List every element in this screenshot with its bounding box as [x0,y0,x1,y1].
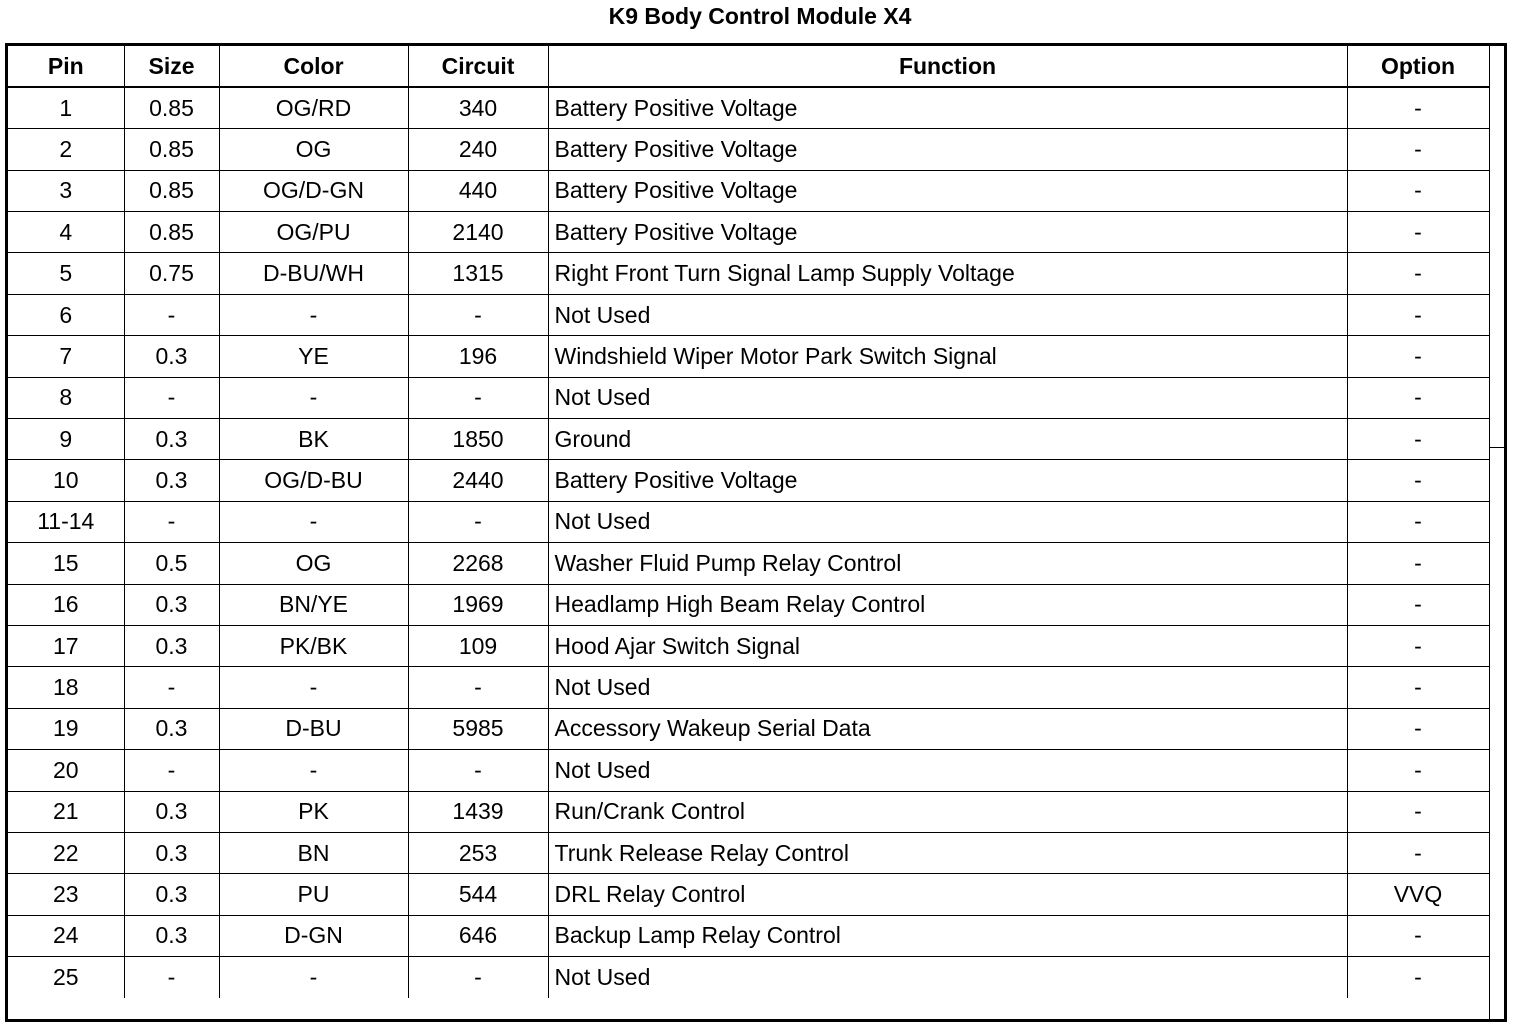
pin-cell: 21 [8,791,124,832]
color-cell: YE [219,336,408,377]
function-cell: DRL Relay Control [548,874,1347,915]
option-cell: - [1347,832,1489,873]
option-cell: - [1347,129,1489,170]
table-edge-tick [1489,447,1504,448]
function-cell: Right Front Turn Signal Lamp Supply Voltage [548,253,1347,294]
table-row [8,625,1489,666]
circuit-cell: - [408,377,548,418]
color-cell: OG/PU [219,212,408,253]
size-cell: - [124,750,219,791]
color-cell: BK [219,419,408,460]
option-cell: - [1347,625,1489,666]
function-cell: Not Used [548,750,1347,791]
option-cell: - [1347,170,1489,211]
table-row [8,253,1489,294]
option-cell: VVQ [1347,874,1489,915]
table-edge-column [1489,46,1490,1019]
pin-cell: 19 [8,708,124,749]
color-cell: BN [219,832,408,873]
color-cell: BN/YE [219,584,408,625]
function-cell: Battery Positive Voltage [548,129,1347,170]
option-cell: - [1347,501,1489,542]
color-cell: - [219,667,408,708]
option-cell: - [1347,460,1489,501]
table-row [8,336,1489,377]
table-row [8,543,1489,584]
color-cell: PK/BK [219,625,408,666]
option-cell: - [1347,667,1489,708]
circuit-cell: - [408,667,548,708]
pin-cell: 10 [8,460,124,501]
column-header-pin: Pin [8,46,124,87]
pin-cell: 16 [8,584,124,625]
pin-cell: 23 [8,874,124,915]
function-cell: Accessory Wakeup Serial Data [548,708,1347,749]
color-cell: OG [219,129,408,170]
size-cell: - [124,377,219,418]
column-header-circuit: Circuit [408,46,548,87]
size-cell: - [124,501,219,542]
pin-cell: 7 [8,336,124,377]
circuit-cell: 544 [408,874,548,915]
color-cell: OG/RD [219,87,408,128]
circuit-cell: 646 [408,915,548,956]
circuit-cell: 5985 [408,708,548,749]
pin-cell: 3 [8,170,124,211]
column-header-option: Option [1347,46,1489,87]
circuit-cell: - [408,294,548,335]
color-cell: D-GN [219,915,408,956]
function-cell: Backup Lamp Relay Control [548,915,1347,956]
function-cell: Hood Ajar Switch Signal [548,625,1347,666]
function-cell: Not Used [548,667,1347,708]
column-header-function: Function [548,46,1347,87]
size-cell: 0.75 [124,253,219,294]
size-cell: 0.3 [124,915,219,956]
color-cell: OG [219,543,408,584]
pin-cell: 20 [8,750,124,791]
size-cell: 0.3 [124,460,219,501]
size-cell: 0.3 [124,336,219,377]
color-cell: OG/D-BU [219,460,408,501]
size-cell: 0.3 [124,832,219,873]
function-cell: Battery Positive Voltage [548,212,1347,253]
color-cell: - [219,501,408,542]
pin-cell: 1 [8,87,124,128]
pin-cell: 17 [8,625,124,666]
option-cell: - [1347,957,1489,998]
table-row [8,874,1489,915]
circuit-cell: 2140 [408,212,548,253]
table-row [8,294,1489,335]
table-row [8,791,1489,832]
size-cell: 0.85 [124,212,219,253]
table-row [8,170,1489,211]
circuit-cell: 109 [408,625,548,666]
option-cell: - [1347,915,1489,956]
color-cell: - [219,957,408,998]
table-row [8,129,1489,170]
pin-cell: 25 [8,957,124,998]
size-cell: 0.85 [124,129,219,170]
column-header-color: Color [219,46,408,87]
pin-cell: 2 [8,129,124,170]
table-row [8,750,1489,791]
function-cell: Not Used [548,501,1347,542]
pin-cell: 5 [8,253,124,294]
table-row [8,915,1489,956]
circuit-cell: 240 [408,129,548,170]
color-cell: OG/D-GN [219,170,408,211]
pin-cell: 22 [8,832,124,873]
page-title: K9 Body Control Module X4 [608,3,912,29]
function-cell: Ground [548,419,1347,460]
pin-cell: 15 [8,543,124,584]
circuit-cell: 1850 [408,419,548,460]
function-cell: Headlamp High Beam Relay Control [548,584,1347,625]
pin-cell: 11-14 [8,501,124,542]
size-cell: 0.85 [124,170,219,211]
color-cell: PU [219,874,408,915]
option-cell: - [1347,212,1489,253]
table-row [8,501,1489,542]
table-body [8,87,1489,998]
pin-cell: 4 [8,212,124,253]
circuit-cell: 2440 [408,460,548,501]
function-cell: Run/Crank Control [548,791,1347,832]
option-cell: - [1347,543,1489,584]
table-row [8,667,1489,708]
function-cell: Battery Positive Voltage [548,170,1347,211]
size-cell: 0.85 [124,87,219,128]
table-header-row [8,46,1489,87]
connector-table-frame [5,43,1507,1022]
connector-pin-table [8,46,1490,998]
size-cell: 0.3 [124,874,219,915]
option-cell: - [1347,791,1489,832]
size-cell: 0.5 [124,543,219,584]
color-cell: - [219,377,408,418]
size-cell: 0.3 [124,791,219,832]
pin-cell: 6 [8,294,124,335]
table-row [8,832,1489,873]
pin-cell: 8 [8,377,124,418]
function-cell: Windshield Wiper Motor Park Switch Signal [548,336,1347,377]
table-row [8,708,1489,749]
size-cell: 0.3 [124,419,219,460]
size-cell: - [124,667,219,708]
function-cell: Battery Positive Voltage [548,460,1347,501]
option-cell: - [1347,253,1489,294]
circuit-cell: 2268 [408,543,548,584]
table-row [8,460,1489,501]
color-cell: D-BU/WH [219,253,408,294]
pin-cell: 24 [8,915,124,956]
circuit-cell: 253 [408,832,548,873]
option-cell: - [1347,87,1489,128]
function-cell: Battery Positive Voltage [548,87,1347,128]
function-cell: Trunk Release Relay Control [548,832,1347,873]
pin-cell: 18 [8,667,124,708]
circuit-cell: 1439 [408,791,548,832]
size-cell: 0.3 [124,584,219,625]
color-cell: - [219,294,408,335]
size-cell: 0.3 [124,708,219,749]
color-cell: D-BU [219,708,408,749]
option-cell: - [1347,419,1489,460]
option-cell: - [1347,336,1489,377]
circuit-cell: 440 [408,170,548,211]
function-cell: Not Used [548,294,1347,335]
table-row [8,87,1489,128]
circuit-cell: 1315 [408,253,548,294]
table-row [8,212,1489,253]
circuit-cell: 196 [408,336,548,377]
table-row [8,957,1489,998]
pin-cell: 9 [8,419,124,460]
circuit-cell: - [408,957,548,998]
column-header-size: Size [124,46,219,87]
option-cell: - [1347,294,1489,335]
circuit-cell: 340 [408,87,548,128]
function-cell: Washer Fluid Pump Relay Control [548,543,1347,584]
option-cell: - [1347,708,1489,749]
size-cell: 0.3 [124,625,219,666]
option-cell: - [1347,584,1489,625]
color-cell: PK [219,791,408,832]
function-cell: Not Used [548,377,1347,418]
option-cell: - [1347,377,1489,418]
table-row [8,377,1489,418]
color-cell: - [219,750,408,791]
option-cell: - [1347,750,1489,791]
circuit-cell: 1969 [408,584,548,625]
circuit-cell: - [408,750,548,791]
circuit-cell: - [408,501,548,542]
size-cell: - [124,294,219,335]
table-row [8,419,1489,460]
size-cell: - [124,957,219,998]
table-row [8,584,1489,625]
function-cell: Not Used [548,957,1347,998]
